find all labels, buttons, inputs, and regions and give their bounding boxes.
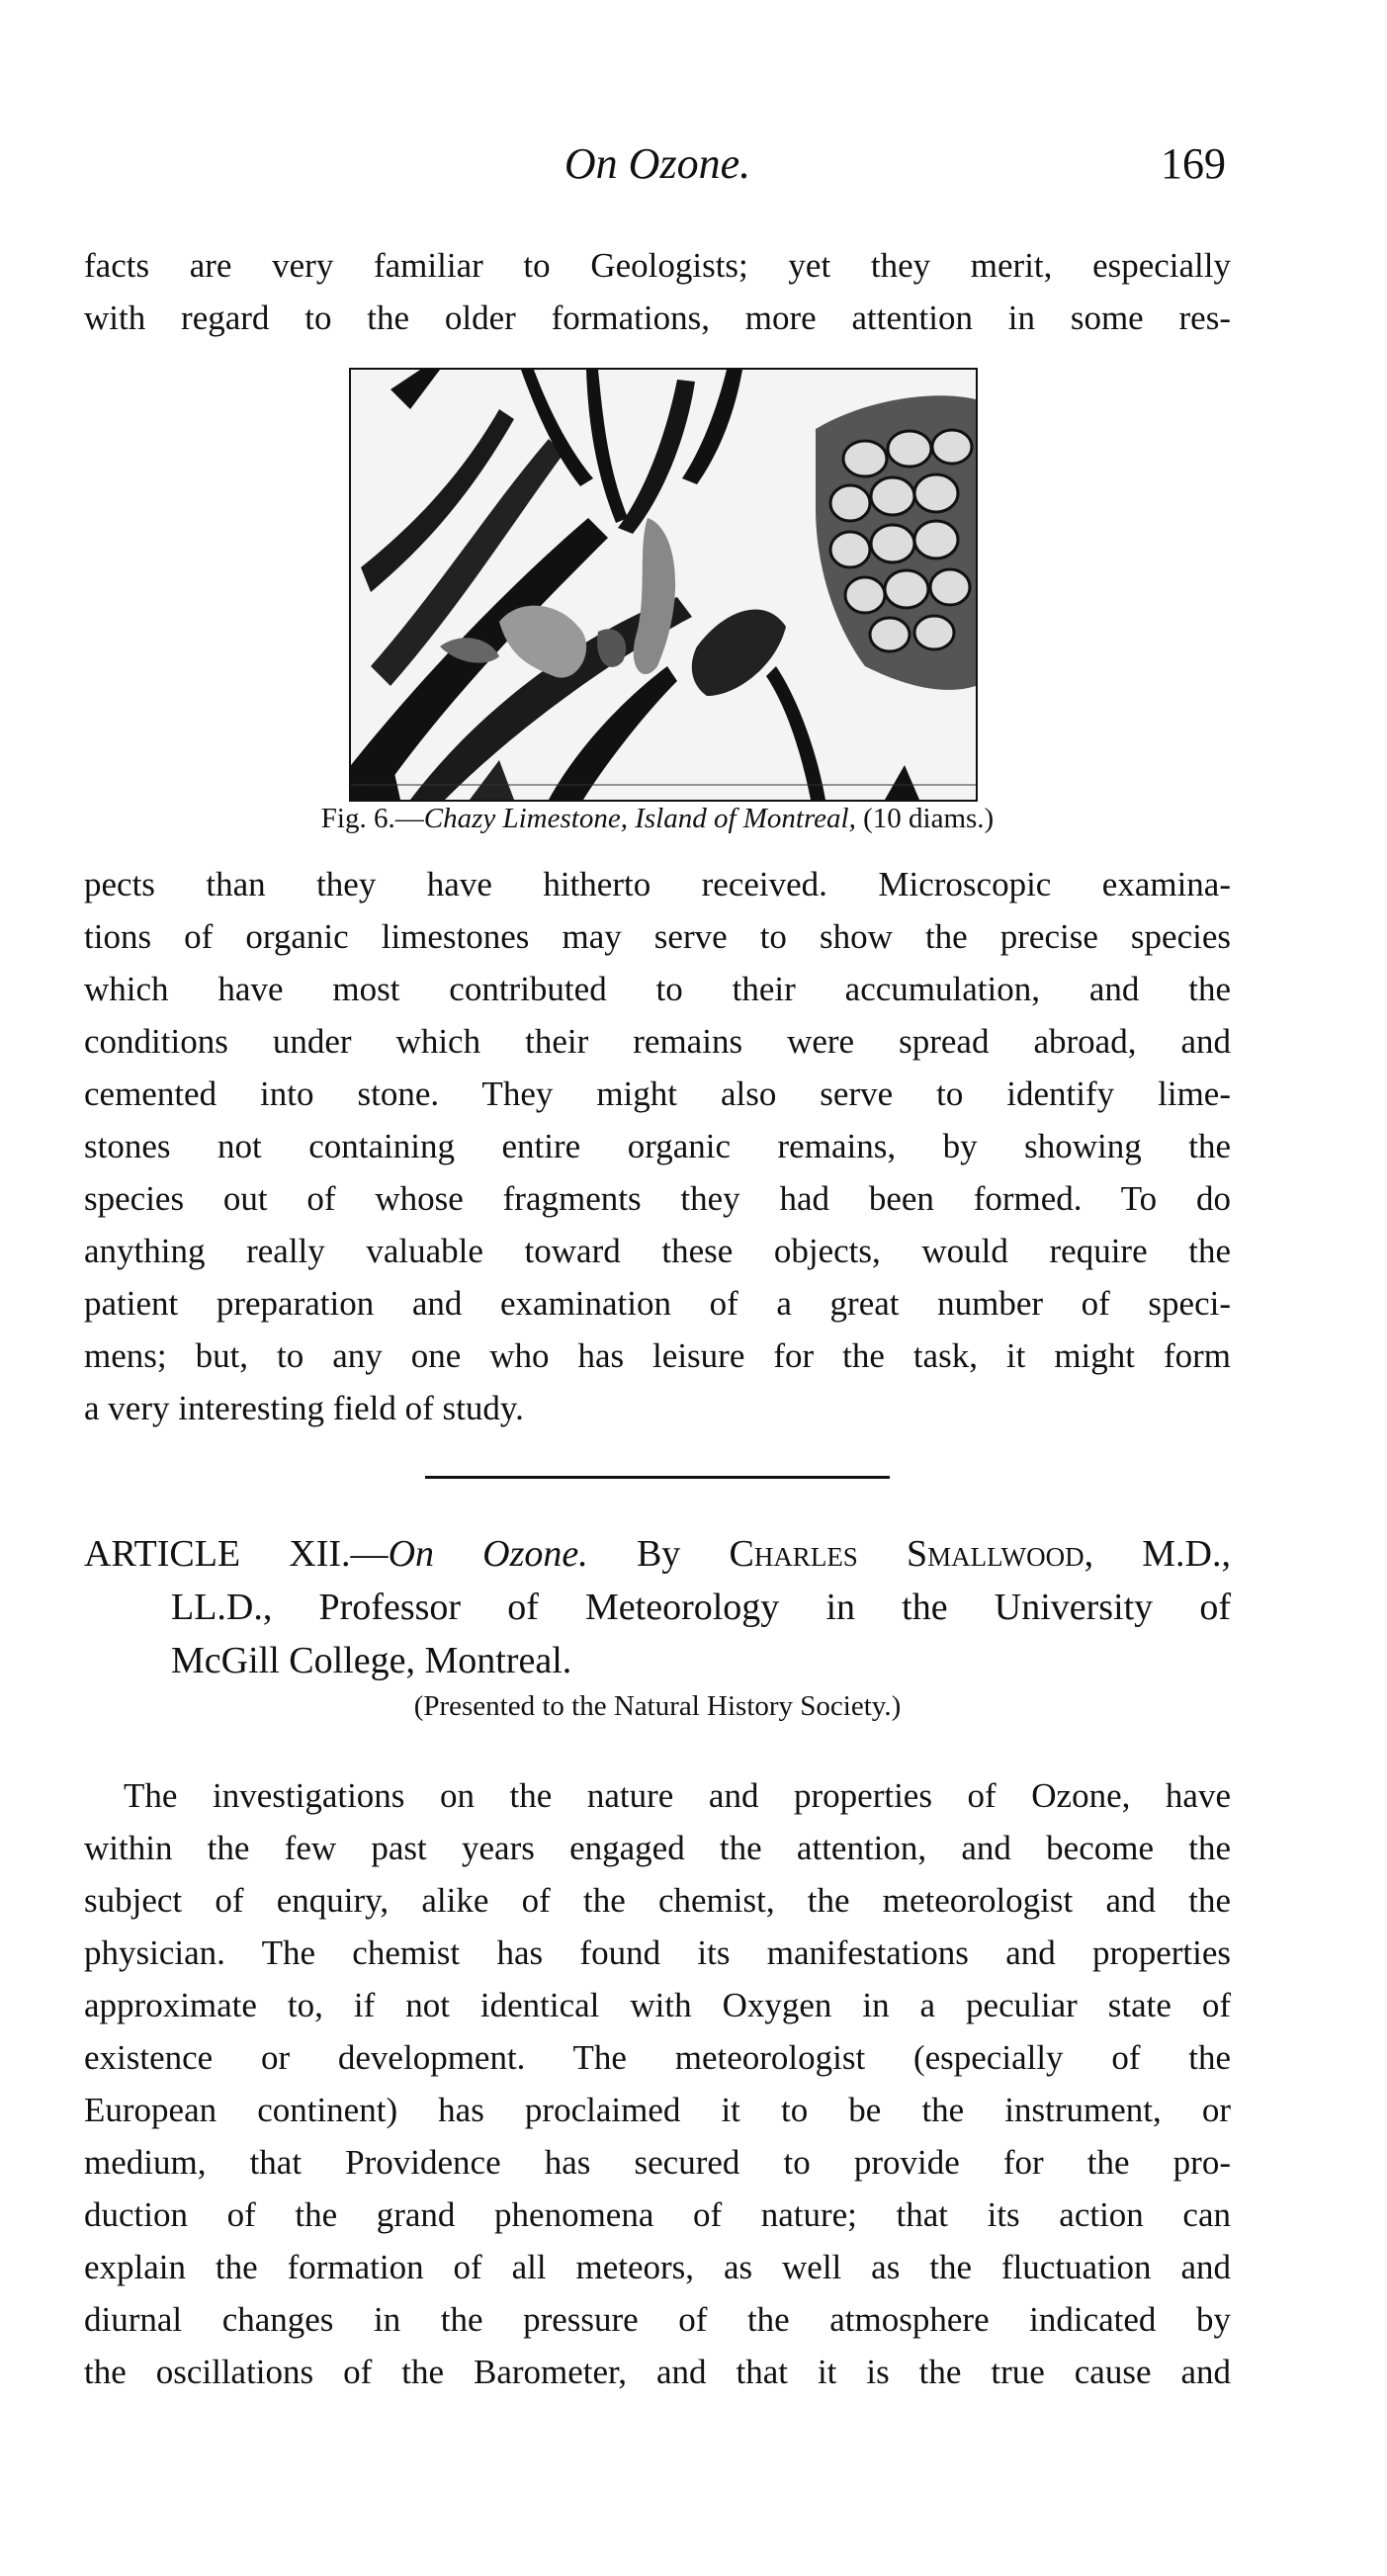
page-header xyxy=(89,138,1226,208)
text-line: conditions under which their remains were spread abroad, and xyxy=(84,1022,1231,1061)
text-line: with regard to the older formations, more attention in some res- xyxy=(84,299,1231,337)
text-line: stones not containing entire organic remains, by showing the xyxy=(84,1127,1231,1165)
figure-caption xyxy=(84,803,1231,835)
text-line: European continent) has proclaimed it to be the instrument, or xyxy=(84,2091,1231,2129)
presented-note: (Presented to the Natural History Society.) xyxy=(413,1690,902,1722)
limestone-illustration xyxy=(351,370,976,800)
text-line: species out of whose fragments they had been formed. To do xyxy=(84,1179,1231,1218)
text-line: subject of enquiry, alike of the chemist, the meteorologist and the xyxy=(84,1881,1231,1920)
article-heading-line-1 xyxy=(84,1527,1231,1581)
text-line: duction of the grand phenomena of nature; that its action can xyxy=(84,2195,1231,2234)
text-line: facts are very familiar to Geologists; yet they merit, especially xyxy=(84,246,1231,285)
text-line: explain the formation of all meteors, as well as the fluctuation and xyxy=(84,2248,1231,2286)
caption-prefix: Fig. 6.— xyxy=(320,803,424,834)
text-line: the oscillations of the Barometer, and that it is the true cause and xyxy=(84,2353,1231,2391)
text-line: within the few past years engaged the attention, and become the xyxy=(84,1829,1231,1867)
intro-paragraph xyxy=(84,239,1231,344)
page-number: 169 xyxy=(1161,139,1226,188)
figure-chazy-limestone xyxy=(349,368,978,802)
article-heading xyxy=(84,1527,1231,1687)
text-line: diurnal changes in the pressure of the atmosphere indicated by xyxy=(84,2300,1231,2339)
article-author: Charles Smallwood, M.D., xyxy=(729,1533,1231,1575)
body-paragraph xyxy=(84,1769,1231,2398)
text-line: physician. The chemist has found its manifestations and properties xyxy=(84,1933,1231,1972)
article-title: On Ozone. xyxy=(388,1533,588,1575)
text-line: patient preparation and examination of a great number of speci- xyxy=(84,1284,1231,1323)
text-line: medium, that Providence has secured to provide for the pro- xyxy=(84,2143,1231,2182)
caption-title: Chazy Limestone, Island of Montreal, xyxy=(423,803,856,834)
article-label: ARTICLE XII.— xyxy=(84,1533,389,1575)
text-line: existence or development. The meteorologist (especially of the xyxy=(84,2038,1231,2077)
text-line: mens; but, to any one who has leisure for the task, it might form xyxy=(84,1336,1231,1375)
caption-scale: (10 diams.) xyxy=(863,803,995,834)
text-line: tions of organic limestones may serve to show the precise species xyxy=(84,917,1231,956)
article-by: By xyxy=(587,1533,730,1575)
text-line: The investigations on the nature and properties of Ozone, have xyxy=(124,1776,1231,1815)
text-line: anything really valuable toward these objects, would require the xyxy=(84,1232,1231,1270)
running-title: On Ozone. xyxy=(563,139,751,188)
text-line: which have most contributed to their accumulation, and the xyxy=(84,970,1231,1008)
text-line: cemented into stone. They might also serve to identify lime- xyxy=(84,1074,1231,1113)
section-divider xyxy=(425,1476,890,1479)
article-heading-line-3: McGill College, Montreal. xyxy=(171,1640,572,1681)
text-line: approximate to, if not identical with Oxygen in a peculiar state of xyxy=(84,1986,1231,2024)
article-heading-line-2: LL.D., Professor of Meteorology in the University of xyxy=(171,1587,1231,1628)
text-line: pects than they have hitherto received. Microscopic examina- xyxy=(84,865,1231,903)
text-line: a very interesting field of study. xyxy=(84,1389,524,1427)
continuation-paragraph xyxy=(84,858,1231,1434)
